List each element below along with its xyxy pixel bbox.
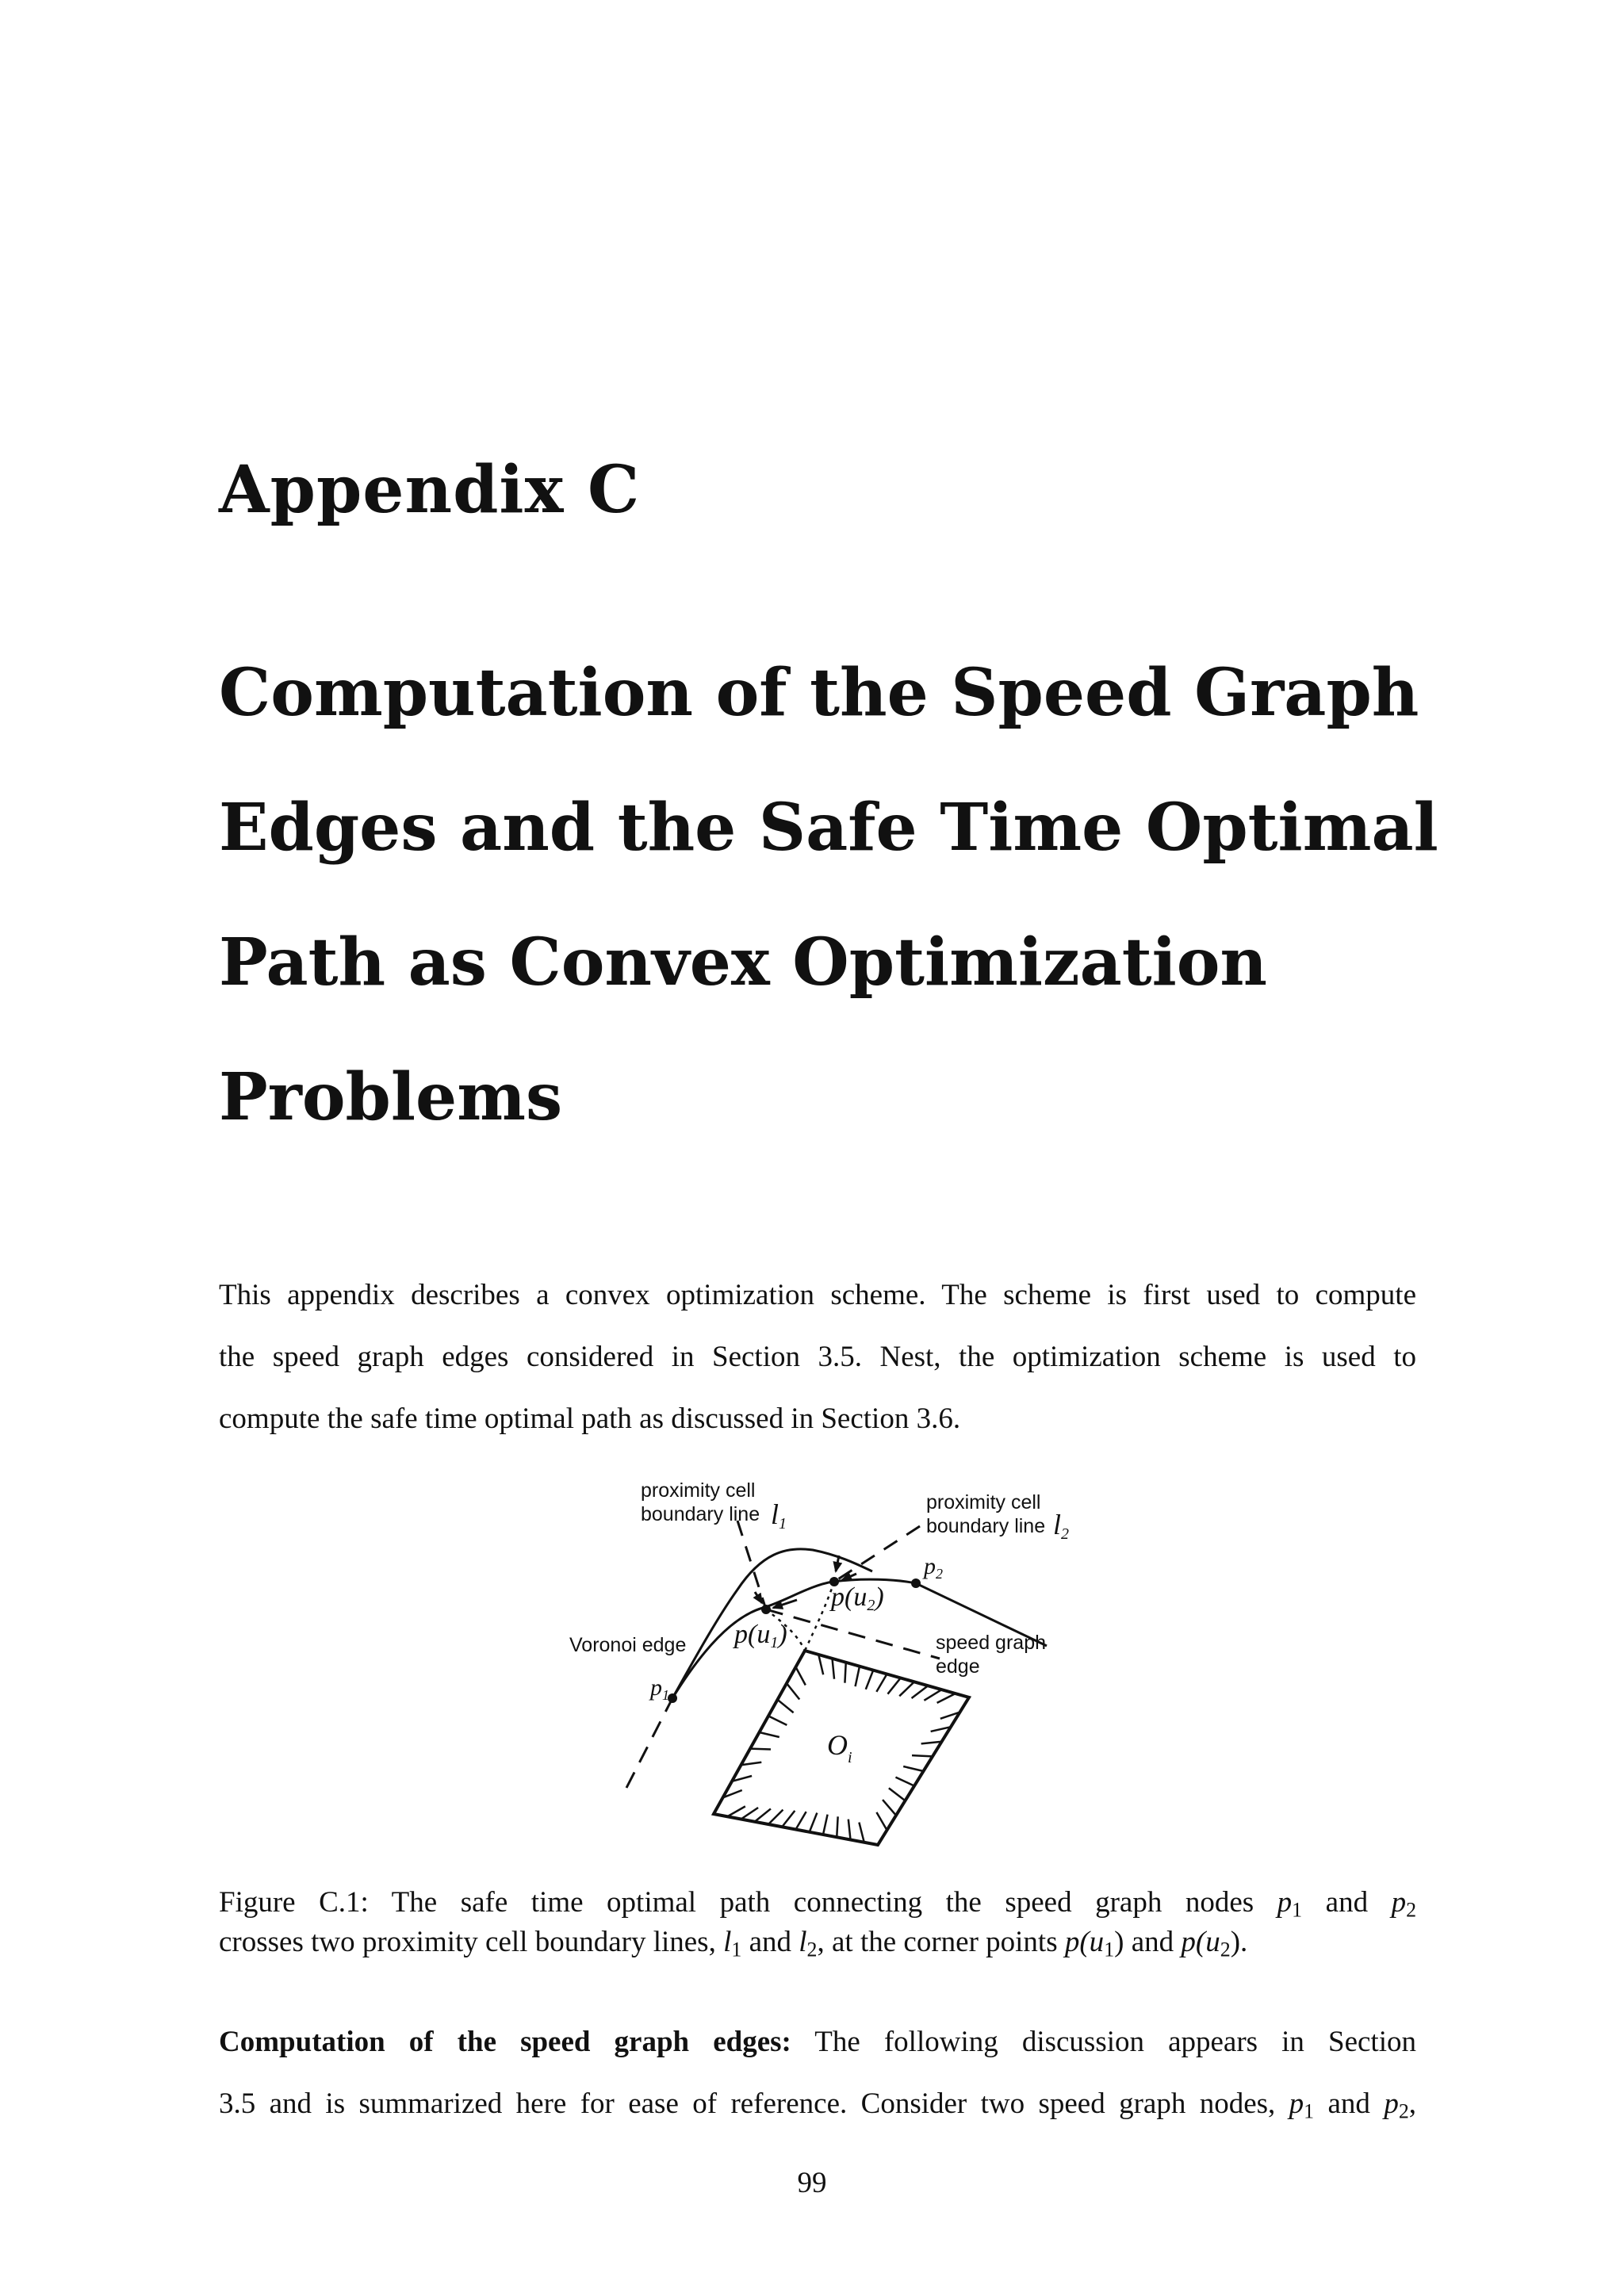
intro-line-1: This appendix describes a convex optimization scheme. The scheme is first used to compute [219,1279,1416,1311]
obstacle-hatch-mark [778,1700,794,1712]
intro-line-3: compute the safe time optimal path as discussed in Section 3.6. [219,1402,961,1435]
obstacle-hatch-mark [856,1667,860,1686]
figure-caption-line-2: crosses two proximity cell boundary lines, $l_1$ and $l_2$, at the corner points $p(u_1)$ and $p(u_2)$. [219,1926,1248,1961]
obstacle-hatch-mark [782,1811,795,1827]
obstacle-hatch-mark [818,1655,823,1674]
label-boundary-2a: proximity cell [926,1491,1041,1513]
obstacle-hatch-mark [887,1678,900,1693]
label-pu2: p(u2) [831,1582,884,1614]
obstacle-hatch-mark [741,1808,759,1820]
label-l2: l2 [1053,1509,1070,1543]
label-boundary-1b: boundary line [641,1503,760,1525]
section-line-2: 3.5 and is summarized here for ease of reference. Consider two speed graph nodes, $p_1$ and $p_2$, [219,2087,1417,2123]
obstacle-hatch-mark [912,1686,929,1698]
obstacle-hatch-mark [848,1820,851,1840]
obstacle-hatch-mark [876,1812,887,1830]
page-number: 99 [797,2167,827,2199]
appendix-label: Appendix C [219,452,641,528]
obstacle-hatch-mark [760,1732,779,1737]
boundary-line-l2 [834,1526,920,1582]
obstacle-hatch-mark [823,1815,828,1835]
obstacle-hatch-mark [899,1682,914,1696]
chapter-title-line-2: Edges and the Safe Time Optimal [219,790,1438,866]
corner-point-pu1 [761,1605,771,1614]
label-boundary-2b: boundary line [926,1515,1046,1537]
label-l1: l1 [771,1498,787,1533]
section-bold-lead: Computation of the speed graph edges: [219,2026,791,2058]
label-pu1: p(u1) [734,1620,787,1651]
label-speed-graph-b: edge [936,1655,980,1678]
obstacle-hatch-mark [924,1689,941,1701]
label-p1: $p_1$ [650,1674,669,1703]
obstacle-hatch-mark [787,1683,799,1699]
chapter-title-line-1: Computation of the Speed Graph [219,655,1419,731]
obstacle-hatch-mark [876,1674,887,1692]
obstacle-hatch-mark [796,1812,806,1829]
obstacle-hatch-mark [768,1810,783,1824]
label-speed-graph-a: speed graph [936,1632,1047,1654]
obstacle-hatch-mark [921,1742,942,1744]
obstacle-hatch-mark [750,1749,771,1750]
label-obstacle: $O_i$ [827,1729,852,1766]
chapter-title-line-3: Path as Convex Optimization [219,924,1268,1001]
obstacle-hatch-mark [883,1800,896,1816]
obstacle-hatch-mark [727,1806,745,1816]
obstacle-hatch-mark [889,1788,906,1800]
obstacle-hatch-mark [903,1766,923,1771]
obstacle-hatch-mark [755,1808,771,1821]
boundary-line-l1 [737,1521,766,1609]
obstacle-hatch-mark [937,1693,956,1703]
obstacle-hatch-mark [796,1667,806,1686]
label-boundary-1a: proximity cell [641,1479,756,1502]
obstacle-hatch-mark [859,1823,864,1843]
node-p2 [911,1578,921,1588]
obstacle-hatch-mark [810,1813,818,1832]
section-line-1: Computation of the speed graph edges: The following discussion appears in Section [219,2026,1416,2058]
label-voronoi-edge: Voronoi edge [569,1634,687,1656]
obstacle-hatch-mark [912,1755,933,1756]
chapter-title-line-4: Problems [219,1059,563,1135]
obstacle-hatch-mark [768,1716,787,1724]
figure-caption-line-1: Figure C.1: The safe time optimal path connecting the speed graph nodes $p_1$ and $p_2$ [219,1886,1417,1922]
obstacle-hatch-mark [866,1670,873,1689]
intro-line-2: the speed graph edges considered in Section 3.5. Nest, the optimization scheme is used to [219,1341,1416,1373]
obstacle-hatch-mark [833,1659,835,1679]
obstacle-hatch-mark [895,1777,914,1786]
label-p2: $p_2$ [924,1553,943,1582]
